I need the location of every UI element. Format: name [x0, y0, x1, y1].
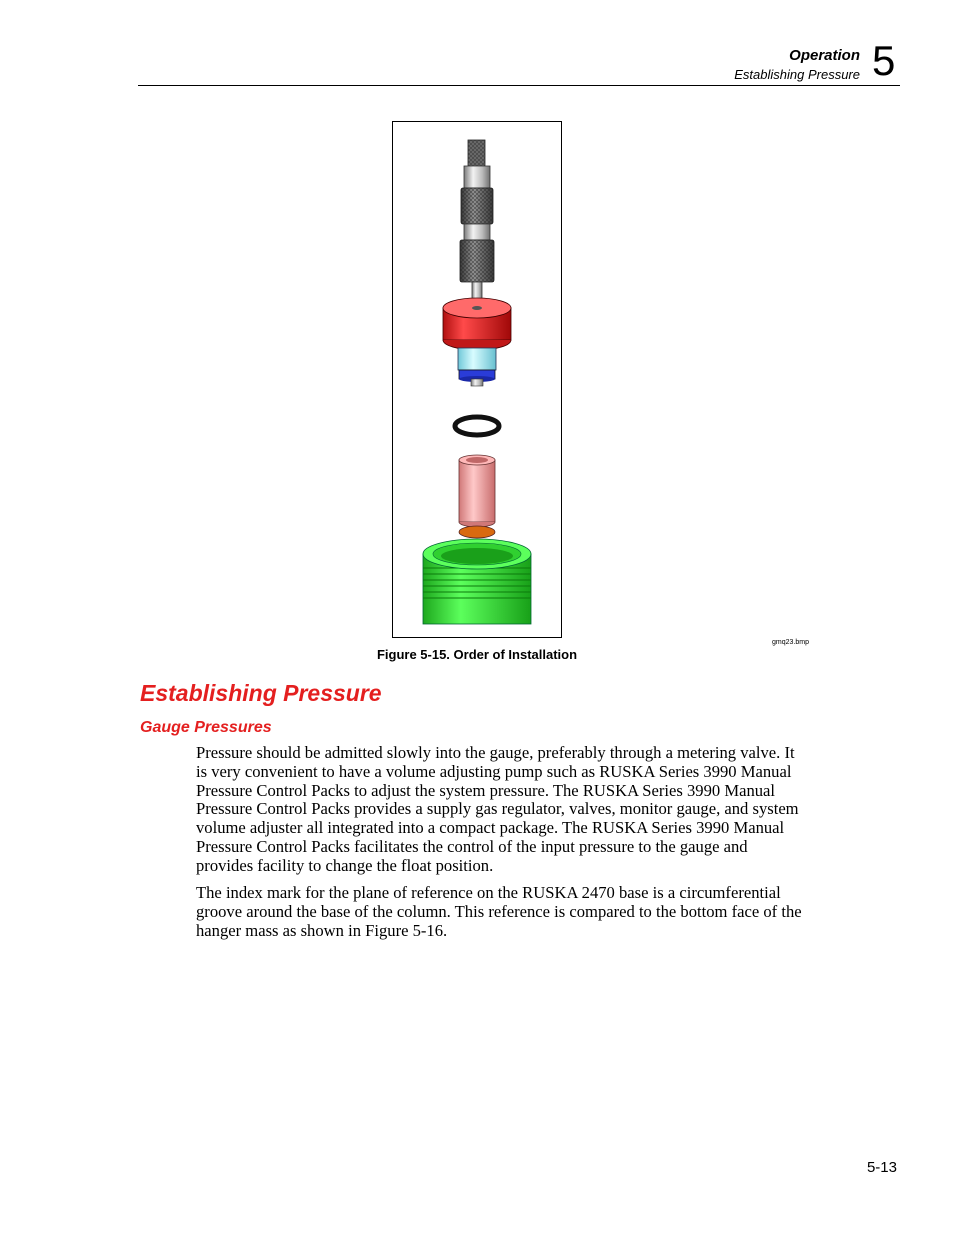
red-cap — [443, 298, 511, 350]
installation-illustration — [393, 122, 561, 637]
header-chapter-title: Operation — [789, 47, 860, 64]
green-base — [423, 539, 531, 624]
upper-fitting — [460, 166, 494, 304]
paragraph: The index mark for the plane of reference on the RUSKA 2470 base is a circumferential groove around the base of the column. This reference is compared to the bottom face of the hanger mass as shown in Figure 5-16. — [196, 883, 802, 940]
cyan-piston — [458, 348, 496, 386]
paragraph: Pressure should be admitted slowly into the gauge, preferably through a metering valve. It is very convenient to have a volume adjusting pump such as RUSKA Series 3990 Manual Pressure Control Packs to adjust the system pressure. The RUSKA Series 3990 Manual Pressure Control Packs provides a supply gas regulator, valves, monitor gauge, and system volume adjuster all integrated into a compact package. The RUSKA Series 3990 Manual Pressure Control Packs facilitates the control of the input pressure to the gauge and provides facility to change the float position. — [196, 743, 799, 875]
header-section-title: Establishing Pressure — [734, 67, 860, 82]
section-heading: Establishing Pressure — [140, 680, 382, 706]
o-ring — [455, 417, 499, 435]
pink-sleeve — [459, 455, 495, 527]
figure-caption: Figure 5-15. Order of Installation — [376, 647, 578, 662]
hose — [468, 140, 485, 168]
orange-disc — [459, 526, 495, 538]
section-subheading: Gauge Pressures — [140, 719, 272, 736]
installation-figure — [392, 121, 562, 638]
header-chapter-number: 5 — [872, 37, 896, 84]
page-number: 5-13 — [866, 1159, 897, 1176]
figure-filename: gmq23.bmp — [772, 639, 809, 646]
header-rule — [138, 85, 900, 86]
